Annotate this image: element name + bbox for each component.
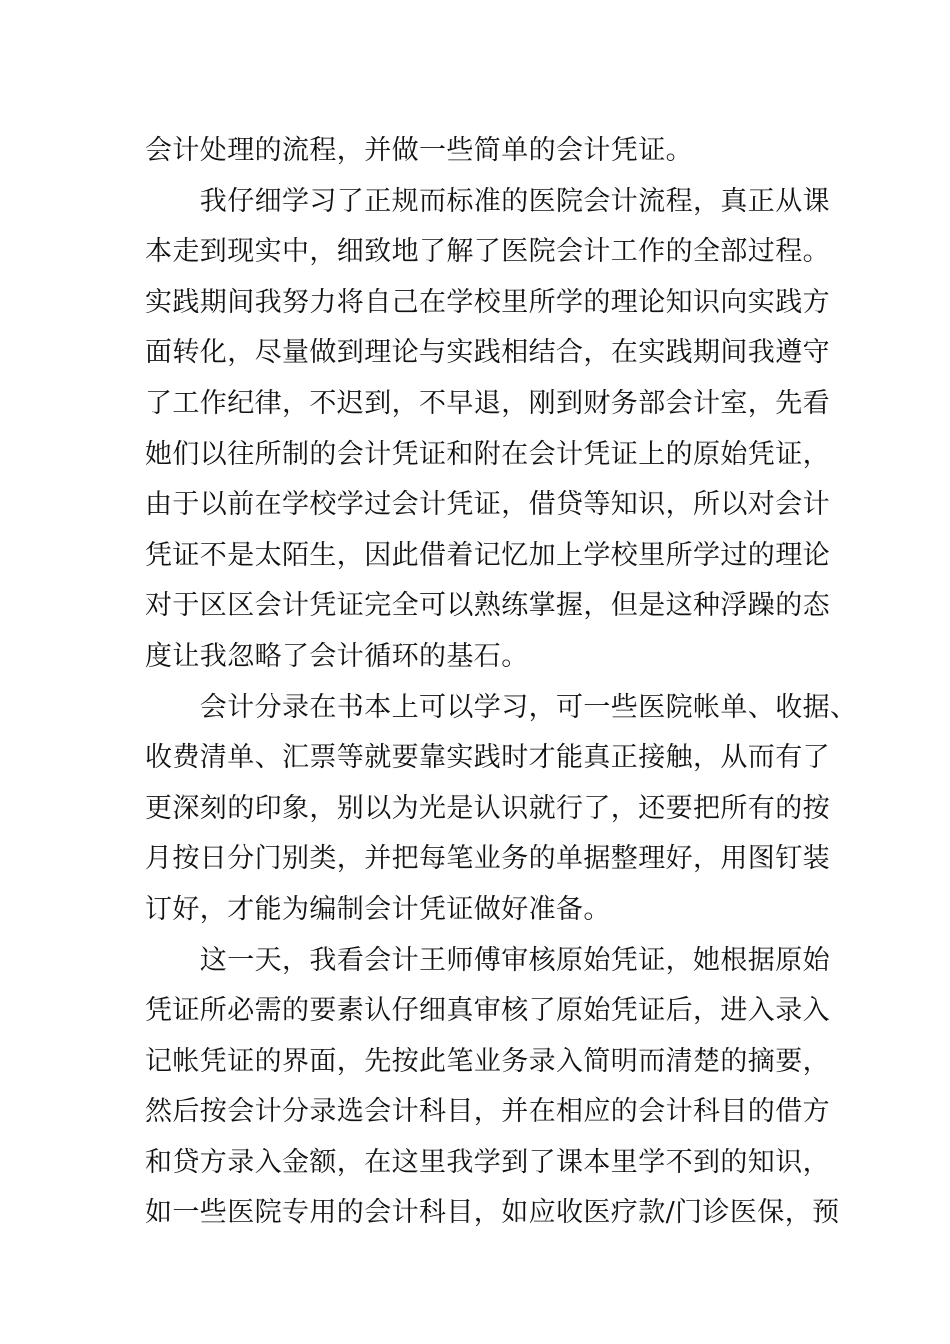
text-line: 凭证所必需的要素认仔细真审核了原始凭证后，进入录入 xyxy=(145,995,830,1027)
text-line: 如一些医院专用的会计科目，如应收医疗款/门诊医保，预 xyxy=(145,1197,840,1229)
text-line: 本走到现实中，细致地了解了医院会计工作的全部过程。 xyxy=(145,236,830,268)
text-line: 月按日分门别类，并把每笔业务的单据整理好，用图钉装 xyxy=(145,843,830,875)
text-line: 订好，才能为编制会计凭证做好准备。 xyxy=(145,893,611,925)
text-line: 她们以往所制的会计凭证和附在会计凭证上的原始凭证， xyxy=(145,438,830,470)
text-line: 对于区区会计凭证完全可以熟练掌握，但是这种浮躁的态 xyxy=(145,590,830,622)
text-line: 实践期间我努力将自己在学校里所学的理论知识向实践方 xyxy=(145,286,830,318)
text-line: 记帐凭证的界面，先按此笔业务录入简明而清楚的摘要， xyxy=(145,1045,830,1077)
text-line: 我仔细学习了正规而标准的医院会计流程，真正从课 xyxy=(145,185,830,217)
body-text xyxy=(145,126,858,1239)
text-line: 面转化，尽量做到理论与实践相结合，在实践期间我遵守 xyxy=(145,337,830,369)
text-line: 了工作纪律，不迟到，不早退，刚到财务部会计室，先看 xyxy=(145,387,830,419)
text-line: 这一天，我看会计王师傅审核原始凭证，她根据原始 xyxy=(145,944,830,976)
text-line: 然后按会计分录选会计科目，并在相应的会计科目的借方 xyxy=(145,1096,830,1128)
text-line: 由于以前在学校学过会计凭证，借贷等知识，所以对会计 xyxy=(145,489,830,521)
text-line: 收费清单、汇票等就要靠实践时才能真正接触，从而有了 xyxy=(145,742,830,774)
text-line: 凭证不是太陌生，因此借着记忆加上学校里所学过的理论 xyxy=(145,539,830,571)
text-line: 和贷方录入金额，在这里我学到了课本里学不到的知识， xyxy=(145,1146,830,1178)
text-line: 更深刻的印象，别以为光是认识就行了，还要把所有的按 xyxy=(145,792,830,824)
text-line: 会计处理的流程，并做一些简单的会计凭证。 xyxy=(145,135,693,166)
text-line: 度让我忽略了会计循环的基石。 xyxy=(145,640,529,672)
text-line: 会计分录在书本上可以学习，可一些医院帐单、收据、 xyxy=(145,691,858,723)
